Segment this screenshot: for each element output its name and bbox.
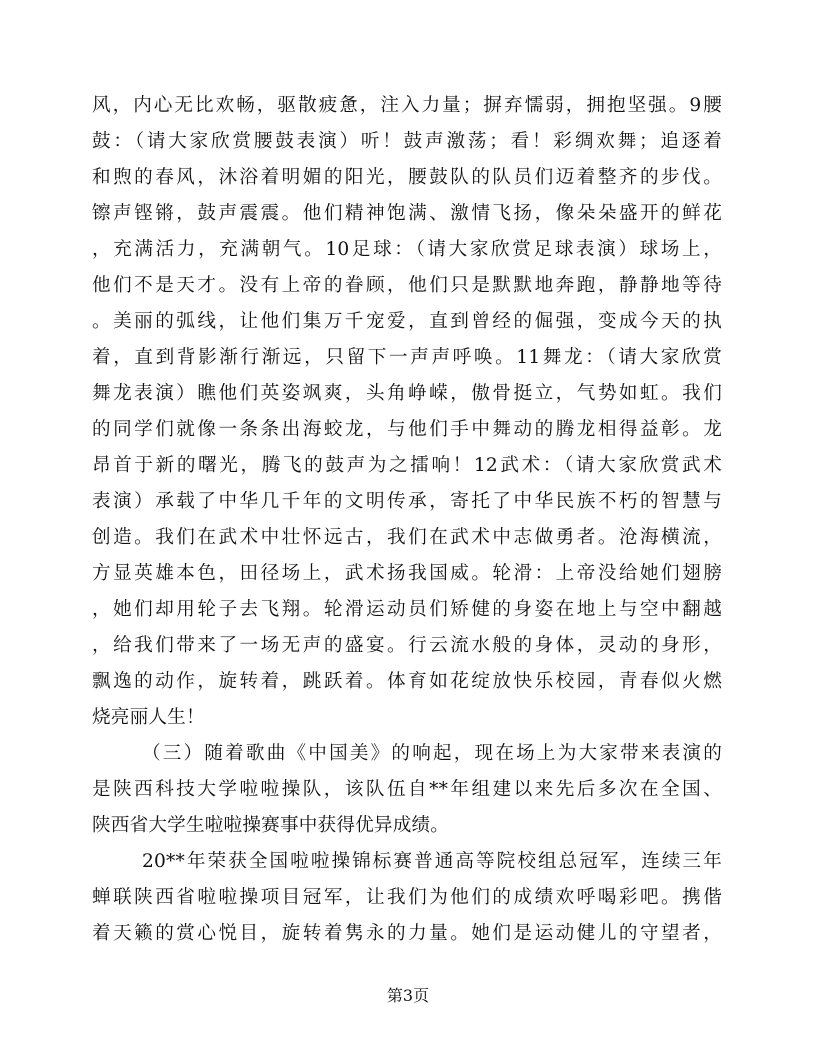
page-number: 第3页 [386, 986, 430, 1005]
text-line: 创造。我们在武术中壮怀远古，我们在武术中志做勇者。沧海横流， [92, 527, 722, 548]
text-line: 烧亮丽人生！ [92, 707, 205, 728]
paragraph-line: 着天籁的赏心悦目，旋转着隽永的力量。她们是运动健儿的守望者， [92, 923, 722, 944]
text-line: 他们不是天才。没有上帝的眷顾，他们只是默默地奔跑，静静地等待 [92, 275, 722, 296]
paragraph-line: （三）随着歌曲《中国美》的响起，现在场上为大家带来表演的 [142, 743, 722, 764]
paragraph-line: 是陕西科技大学啦啦操队，该队伍自**年组建以来先后多次在全国、 [92, 779, 722, 800]
text-line: 风，内心无比欢畅，驱散疲惫，注入力量；摒弃懦弱，拥抱坚强。9腰 [92, 95, 722, 116]
text-line: ，充满活力，充满朝气。10足球：（请大家欣赏足球表演）球场上， [92, 239, 722, 260]
text-line: ，给我们带来了一场无声的盛宴。行云流水般的身体，灵动的身形， [92, 635, 722, 656]
text-line: 舞龙表演）瞧他们英姿飒爽，头角峥嵘，傲骨挺立，气势如虹。我们 [92, 383, 722, 404]
text-line: 表演）承载了中华几千年的文明传承，寄托了中华民族不朽的智慧与 [92, 491, 722, 512]
text-line: 。美丽的弧线，让他们集万千宠爱，直到曾经的倔强，变成今天的执 [92, 311, 722, 332]
text-line: 方显英雄本色，田径场上，武术扬我国威。轮滑：上帝没给她们翅膀 [92, 563, 722, 584]
text-line: 飘逸的动作，旋转着，跳跃着。体育如花绽放快乐校园，青春似火燃 [92, 671, 722, 692]
text-line: 和煦的春风，沐浴着明媚的阳光，腰鼓队的队员们迈着整齐的步伐。 [92, 167, 722, 188]
body-text [92, 88, 722, 952]
text-line: 着，直到背影渐行渐远，只留下一声声呼唤。11舞龙：（请大家欣赏 [92, 347, 722, 368]
paragraph-line: 20**年荣获全国啦啦操锦标赛普通高等院校组总冠军，连续三年 [142, 851, 722, 872]
text-line: ，她们却用轮子去飞翔。轮滑运动员们矫健的身姿在地上与空中翻越 [92, 599, 722, 620]
text-line: 鼓：（请大家欣赏腰鼓表演）听！鼓声激荡；看！彩绸欢舞；追逐着 [92, 131, 722, 152]
text-line: 镲声铿锵，鼓声震震。他们精神饱满、激情飞扬，像朵朵盛开的鲜花 [92, 203, 722, 224]
text-line: 昂首于新的曙光，腾飞的鼓声为之擂响！12武术：（请大家欣赏武术 [92, 455, 722, 476]
paragraph-line: 蝉联陕西省啦啦操项目冠军，让我们为他们的成绩欢呼喝彩吧。携偕 [92, 887, 722, 908]
paragraph-line: 陕西省大学生啦啦操赛事中获得优异成绩。 [92, 815, 450, 836]
text-line: 的同学们就像一条条出海蛟龙，与他们手中舞动的腾龙相得益彰。龙 [92, 419, 722, 440]
